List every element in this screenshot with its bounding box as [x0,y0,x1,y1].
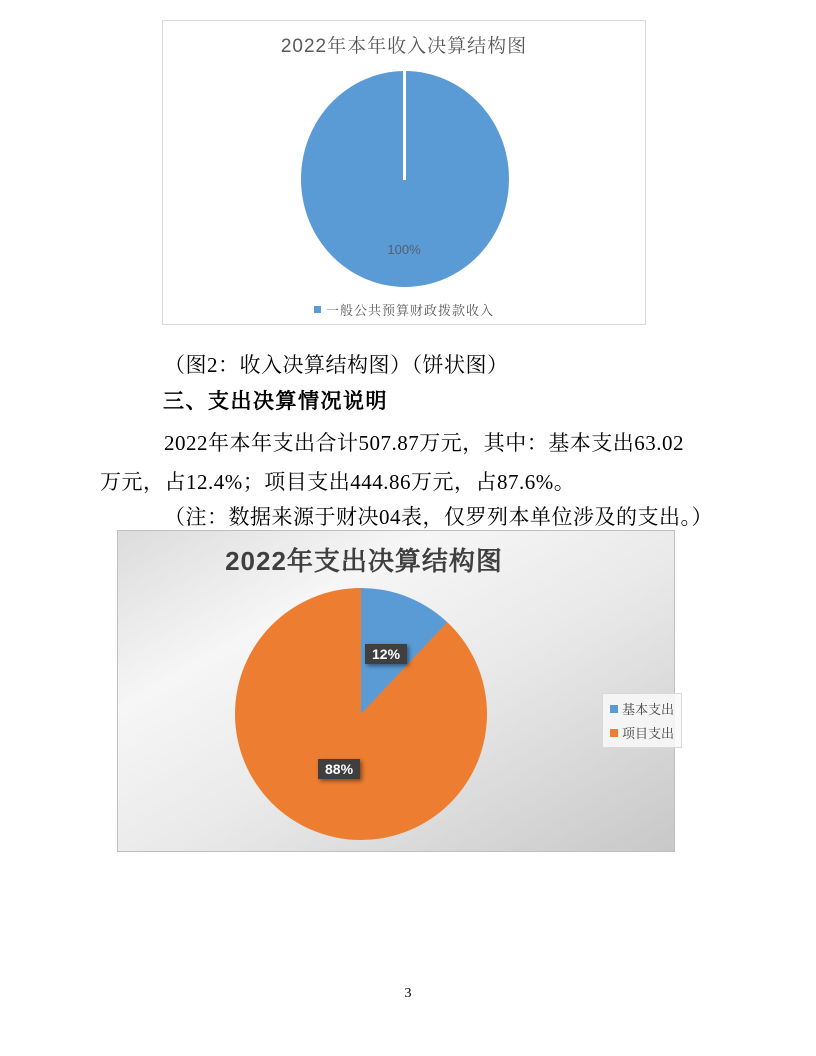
expense-slice-label-basic: 12% [365,644,407,664]
body-paragraph [100,424,720,502]
income-slice-label: 100% [387,242,421,257]
income-pie-chart [162,20,646,325]
expense-legend-label-project: 项目支出 [622,726,675,741]
legend-item-project [610,723,674,742]
legend-square-icon [314,306,321,313]
paragraph-line: 2022年本年支出合计507.87万元，其中：基本支出63.02 [164,431,684,455]
section-heading: 三、支出决算情况说明 [163,390,388,413]
figure-caption: （图2：收入决算结构图）（饼状图） [164,353,509,377]
expense-slice-label-project: 88% [318,759,360,779]
legend-item-basic [610,699,674,718]
expense-legend-label-basic: 基本支出 [622,702,675,717]
income-pie-slice-divider [403,71,406,180]
page-number: 3 [404,986,412,1001]
expense-pie-icon [235,588,487,840]
expense-pie-chart [117,530,675,852]
income-chart-legend [163,300,645,319]
expense-chart-title: 2022年支出决算结构图 [225,546,503,576]
paragraph-line: 万元，占12.4%；项目支出444.86万元，占87.6%。 [100,470,576,494]
note-line: （注：数据来源于财决04表，仅罗列本单位涉及的支出。） [164,505,713,529]
legend-square-icon [610,705,618,713]
legend-square-icon [610,729,618,737]
income-legend-label: 一般公共预算财政拨款收入 [325,303,494,318]
expense-chart-legend [602,693,682,748]
income-chart-title: 2022年本年收入决算结构图 [280,36,528,57]
